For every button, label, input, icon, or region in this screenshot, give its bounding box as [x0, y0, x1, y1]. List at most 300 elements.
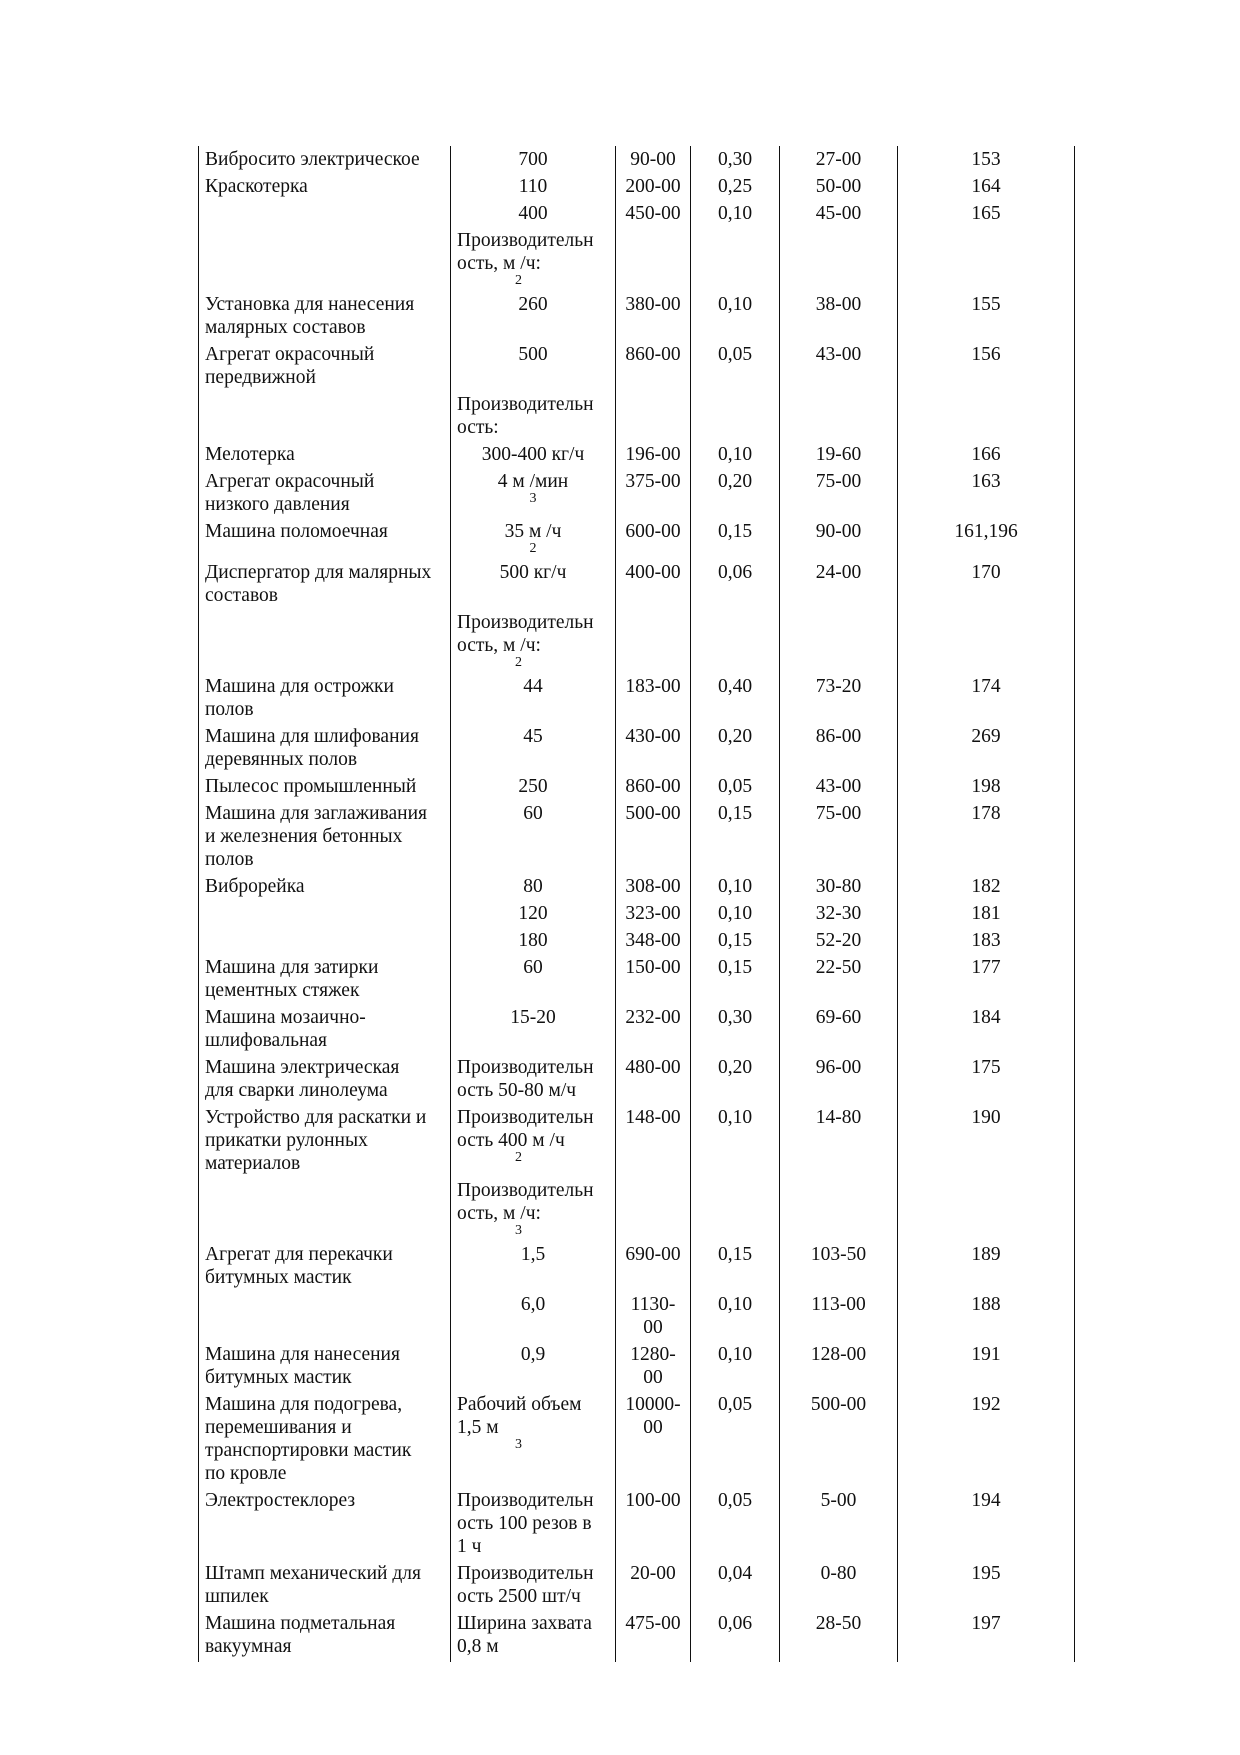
performance: 500 кг/ч	[499, 562, 567, 583]
rent-value-cell	[780, 146, 898, 171]
reference-number-cell	[898, 1339, 1075, 1389]
rent-value-cell	[780, 439, 898, 466]
reference-number-cell	[898, 721, 1075, 771]
table-row	[199, 1052, 1075, 1102]
coefficient: 0,05	[717, 1394, 753, 1415]
performance: 500	[518, 344, 548, 365]
reference-number-cell	[898, 225, 1075, 289]
coefficient-cell	[691, 925, 780, 952]
reference-number-cell	[898, 1175, 1075, 1239]
reference-number: 177	[971, 957, 1001, 978]
performance-cell	[451, 1102, 616, 1175]
coefficient-cell	[691, 1558, 780, 1608]
coefficient-cell	[691, 1239, 780, 1289]
performance-cell	[451, 1175, 616, 1239]
machine-name-cell	[199, 466, 451, 516]
coefficient-cell	[691, 225, 780, 289]
rent-value: 45-00	[815, 203, 862, 224]
reference-number-cell	[898, 171, 1075, 198]
machine-name-cell	[199, 671, 451, 721]
rent-value: 5-00	[820, 1490, 857, 1511]
reference-number-cell	[898, 1289, 1075, 1339]
performance: 44	[523, 676, 543, 697]
coefficient: 0,10	[717, 1294, 753, 1315]
table-row	[199, 1485, 1075, 1558]
price-cell	[616, 1002, 691, 1052]
rent-value: 96-00	[815, 1057, 862, 1078]
performance-cell	[451, 771, 616, 798]
reference-number-cell	[898, 389, 1075, 439]
rent-value-cell	[780, 171, 898, 198]
performance: 400	[518, 203, 548, 224]
rent-value-cell	[780, 952, 898, 1002]
machine-name-cell	[199, 1389, 451, 1485]
coefficient: 0,10	[717, 203, 753, 224]
coefficient-cell	[691, 557, 780, 607]
reference-number: 155	[971, 294, 1001, 315]
table-row	[199, 339, 1075, 389]
rent-value: 22-50	[815, 957, 862, 978]
coefficient-cell	[691, 1485, 780, 1558]
rent-value-cell	[780, 339, 898, 389]
machine-name: Устройство для раскатки и прикатки рулонных материалов	[205, 1107, 427, 1174]
price-cell	[616, 1102, 691, 1175]
performance-cell	[451, 339, 616, 389]
table-row	[199, 1289, 1075, 1339]
performance: 0,9	[520, 1344, 546, 1365]
machine-name-cell	[199, 925, 451, 952]
price: 10000- 00	[625, 1394, 681, 1438]
price-cell	[616, 671, 691, 721]
price: 183-00	[625, 676, 681, 697]
table-row	[199, 798, 1075, 871]
rent-value-cell	[780, 1289, 898, 1339]
reference-number: 188	[971, 1294, 1001, 1315]
performance-cell	[451, 225, 616, 289]
coefficient: 0,10	[717, 903, 753, 924]
rent-value-cell	[780, 1389, 898, 1485]
price: 348-00	[625, 930, 681, 951]
reference-number-cell	[898, 1102, 1075, 1175]
reference-number: 164	[971, 176, 1001, 197]
machine-name-cell	[199, 1558, 451, 1608]
machine-name: Электростеклорез	[205, 1490, 356, 1511]
table-row	[199, 1558, 1075, 1608]
coefficient: 0,06	[717, 562, 753, 583]
price: 196-00	[625, 444, 681, 465]
reference-number-cell	[898, 466, 1075, 516]
performance: 4 м /мин	[497, 471, 569, 492]
machine-name-cell	[199, 439, 451, 466]
performance-cell	[451, 516, 616, 557]
table-row	[199, 925, 1075, 952]
machine-name: Машина для шлифования деревянных полов	[205, 726, 419, 770]
price: 430-00	[625, 726, 681, 747]
rent-value: 19-60	[815, 444, 862, 465]
price: 480-00	[625, 1057, 681, 1078]
rent-value: 75-00	[815, 803, 862, 824]
table-row	[199, 898, 1075, 925]
price: 475-00	[625, 1613, 681, 1634]
coefficient: 0,15	[717, 521, 753, 542]
rent-value-cell	[780, 871, 898, 898]
rent-value: 73-20	[815, 676, 862, 697]
coefficient-cell	[691, 516, 780, 557]
performance-cell	[451, 557, 616, 607]
coefficient-cell	[691, 1389, 780, 1485]
machine-name: Машина для подогрева, перемешивания и транспортировки мастик по кровле	[205, 1394, 412, 1484]
price: 600-00	[625, 521, 681, 542]
machine-name-cell	[199, 1289, 451, 1339]
unit-exponent: 3	[529, 491, 537, 506]
table-row	[199, 607, 1075, 671]
coefficient-cell	[691, 952, 780, 1002]
machine-name-cell	[199, 898, 451, 925]
price: 148-00	[625, 1107, 681, 1128]
reference-number: 181	[971, 903, 1001, 924]
price: 1280- 00	[630, 1344, 676, 1388]
price-cell	[616, 1239, 691, 1289]
performance-cell	[451, 146, 616, 171]
price-cell	[616, 1339, 691, 1389]
reference-number-cell	[898, 557, 1075, 607]
unit-exponent: 3	[515, 1223, 522, 1238]
performance-cell	[451, 1485, 616, 1558]
rent-value-cell	[780, 1558, 898, 1608]
unit-exponent: 2	[515, 1150, 522, 1165]
unit-exponent: 2	[529, 541, 537, 556]
performance-cell	[451, 171, 616, 198]
price: 90-00	[630, 149, 676, 170]
performance: Ширина захвата 0,8 м	[457, 1613, 592, 1657]
coefficient-cell	[691, 1175, 780, 1239]
table-body	[199, 146, 1075, 1662]
price-cell	[616, 171, 691, 198]
rent-value-cell	[780, 1052, 898, 1102]
unit-exponent: 2	[515, 273, 522, 288]
price: 380-00	[625, 294, 681, 315]
price-cell	[616, 1052, 691, 1102]
reference-number: 175	[971, 1057, 1001, 1078]
performance: 700	[518, 149, 548, 170]
coefficient-cell	[691, 898, 780, 925]
coefficient-cell	[691, 871, 780, 898]
unit-exponent: 3	[515, 1437, 522, 1452]
coefficient-cell	[691, 466, 780, 516]
performance-cell	[451, 389, 616, 439]
table-row	[199, 198, 1075, 225]
price: 375-00	[625, 471, 681, 492]
machine-name: Мелотерка	[205, 444, 295, 465]
coefficient: 0,15	[717, 930, 753, 951]
performance-cell	[451, 1558, 616, 1608]
reference-number: 163	[971, 471, 1001, 492]
reference-number: 197	[971, 1613, 1001, 1634]
reference-number: 165	[971, 203, 1001, 224]
reference-number: 183	[971, 930, 1001, 951]
table-row	[199, 671, 1075, 721]
performance-cell	[451, 1389, 616, 1485]
rent-value: 38-00	[815, 294, 862, 315]
coefficient: 0,10	[717, 1107, 753, 1128]
reference-number-cell	[898, 1389, 1075, 1485]
machine-name-cell	[199, 721, 451, 771]
performance: Производительн ость 400 м /ч	[457, 1107, 594, 1151]
price-cell	[616, 289, 691, 339]
machine-name: Машина подметальная вакуумная	[205, 1613, 396, 1657]
coefficient-cell	[691, 607, 780, 671]
rent-value: 0-80	[820, 1563, 857, 1584]
performance-cell	[451, 1239, 616, 1289]
price-cell	[616, 798, 691, 871]
reference-number: 178	[971, 803, 1001, 824]
rent-value-cell	[780, 721, 898, 771]
coefficient-cell	[691, 289, 780, 339]
coefficient-cell	[691, 198, 780, 225]
price-cell	[616, 771, 691, 798]
price-cell	[616, 721, 691, 771]
machine-name: Машина для затирки цементных стяжек	[205, 957, 379, 1001]
coefficient-cell	[691, 1052, 780, 1102]
machine-name-cell	[199, 1485, 451, 1558]
rent-value: 24-00	[815, 562, 862, 583]
reference-number-cell	[898, 607, 1075, 671]
price-cell	[616, 146, 691, 171]
performance: 60	[523, 957, 543, 978]
rent-value-cell	[780, 771, 898, 798]
machine-name-cell	[199, 798, 451, 871]
machine-name: Машина для острожки полов	[205, 676, 394, 720]
performance: 1,5	[520, 1244, 546, 1265]
price-cell	[616, 516, 691, 557]
rent-value-cell	[780, 389, 898, 439]
table-row	[199, 871, 1075, 898]
reference-number-cell	[898, 771, 1075, 798]
reference-number: 195	[971, 1563, 1001, 1584]
coefficient: 0,06	[717, 1613, 753, 1634]
machine-name-cell	[199, 871, 451, 898]
price-cell	[616, 439, 691, 466]
price: 1130- 00	[630, 1294, 676, 1338]
price: 232-00	[625, 1007, 681, 1028]
machine-name-cell	[199, 1102, 451, 1175]
rent-value: 50-00	[815, 176, 862, 197]
performance-cell	[451, 198, 616, 225]
reference-number-cell	[898, 1608, 1075, 1662]
price-cell	[616, 557, 691, 607]
reference-number-cell	[898, 289, 1075, 339]
performance: 60	[523, 803, 543, 824]
rent-value: 14-80	[815, 1107, 862, 1128]
rent-value-cell	[780, 1002, 898, 1052]
table-row	[199, 1339, 1075, 1389]
machine-name-cell	[199, 198, 451, 225]
reference-number: 191	[971, 1344, 1001, 1365]
coefficient-cell	[691, 146, 780, 171]
performance-cell	[451, 1052, 616, 1102]
table-row	[199, 1389, 1075, 1485]
coefficient-cell	[691, 1608, 780, 1662]
coefficient-cell	[691, 1289, 780, 1339]
machine-name-cell	[199, 289, 451, 339]
performance-cell	[451, 798, 616, 871]
reference-number-cell	[898, 1558, 1075, 1608]
machine-name: Машина мозаично- шлифовальная	[205, 1007, 366, 1051]
rent-value: 69-60	[815, 1007, 862, 1028]
rent-value: 28-50	[815, 1613, 862, 1634]
performance-cell	[451, 1289, 616, 1339]
rent-value: 43-00	[815, 776, 862, 797]
reference-number: 190	[971, 1107, 1001, 1128]
performance: 250	[518, 776, 548, 797]
rent-value: 90-00	[815, 521, 862, 542]
price-cell	[616, 1558, 691, 1608]
price-cell	[616, 466, 691, 516]
coefficient: 0,04	[717, 1563, 753, 1584]
coefficient-cell	[691, 439, 780, 466]
performance: 260	[518, 294, 548, 315]
reference-number-cell	[898, 952, 1075, 1002]
price-cell	[616, 925, 691, 952]
performance: 120	[518, 903, 548, 924]
performance-cell	[451, 871, 616, 898]
price-cell	[616, 898, 691, 925]
rent-value-cell	[780, 1339, 898, 1389]
performance: 110	[518, 176, 548, 197]
machine-name-cell	[199, 225, 451, 289]
rent-value-cell	[780, 516, 898, 557]
coefficient: 0,10	[717, 294, 753, 315]
table-row	[199, 389, 1075, 439]
performance: Производительн ость, м /ч:	[457, 612, 594, 656]
machine-name-cell	[199, 1339, 451, 1389]
price-cell	[616, 871, 691, 898]
coefficient: 0,15	[717, 803, 753, 824]
performance: 15-20	[510, 1007, 556, 1028]
table-row	[199, 171, 1075, 198]
table-row	[199, 952, 1075, 1002]
reference-number-cell	[898, 516, 1075, 557]
reference-number-cell	[898, 925, 1075, 952]
performance: Производительн ость 2500 шт/ч	[457, 1563, 594, 1607]
reference-number-cell	[898, 146, 1075, 171]
rent-value-cell	[780, 798, 898, 871]
price-cell	[616, 225, 691, 289]
table-row	[199, 1102, 1075, 1175]
coefficient-cell	[691, 339, 780, 389]
table-row	[199, 771, 1075, 798]
reference-number: 166	[971, 444, 1001, 465]
performance-cell	[451, 289, 616, 339]
machine-name-cell	[199, 339, 451, 389]
machine-name: Штамп механический для шпилек	[205, 1563, 421, 1607]
performance: Производительн ость 100 резов в 1 ч	[457, 1490, 594, 1557]
table-row	[199, 1002, 1075, 1052]
price: 450-00	[625, 203, 681, 224]
reference-number: 156	[971, 344, 1001, 365]
machine-name-cell	[199, 1175, 451, 1239]
price: 150-00	[625, 957, 681, 978]
performance: 35 м /ч	[504, 521, 562, 542]
performance-cell	[451, 898, 616, 925]
machine-name: Вибросито электрическое	[205, 149, 420, 170]
machine-name-cell	[199, 146, 451, 171]
reference-number-cell	[898, 439, 1075, 466]
performance-cell	[451, 439, 616, 466]
machine-name: Машина поломоечная	[205, 521, 388, 542]
performance-cell	[451, 721, 616, 771]
rent-value: 128-00	[810, 1344, 867, 1365]
rent-value: 30-80	[815, 876, 862, 897]
reference-number: 174	[971, 676, 1001, 697]
unit-exponent: 2	[515, 655, 522, 670]
rent-value-cell	[780, 225, 898, 289]
coefficient-cell	[691, 798, 780, 871]
machine-name: Машина для заглаживания и железнения бетонных полов	[205, 803, 428, 870]
table-row	[199, 721, 1075, 771]
performance: 300-400 кг/ч	[481, 444, 585, 465]
reference-number: 184	[971, 1007, 1001, 1028]
machine-name-cell	[199, 389, 451, 439]
table-row	[199, 439, 1075, 466]
performance-cell	[451, 1608, 616, 1662]
rent-value-cell	[780, 1102, 898, 1175]
coefficient: 0,10	[717, 444, 753, 465]
machine-name-cell	[199, 1052, 451, 1102]
performance-cell	[451, 607, 616, 671]
price-cell	[616, 1175, 691, 1239]
machine-name: Виброрейка	[205, 876, 305, 897]
reference-number: 153	[971, 149, 1001, 170]
coefficient-cell	[691, 771, 780, 798]
performance-cell	[451, 952, 616, 1002]
machine-name-cell	[199, 516, 451, 557]
price-cell	[616, 339, 691, 389]
performance: 180	[518, 930, 548, 951]
coefficient: 0,15	[717, 957, 753, 978]
rent-value: 52-20	[815, 930, 862, 951]
coefficient: 0,05	[717, 776, 753, 797]
rent-value-cell	[780, 1608, 898, 1662]
rent-value-cell	[780, 1485, 898, 1558]
performance: Рабочий объем 1,5 м	[457, 1394, 582, 1438]
performance: Производительн ость, м /ч:	[457, 230, 594, 274]
reference-number-cell	[898, 798, 1075, 871]
rent-value: 32-30	[815, 903, 862, 924]
reference-number: 161,196	[954, 521, 1018, 542]
machine-name-cell	[199, 557, 451, 607]
performance-cell	[451, 466, 616, 516]
machine-name-cell	[199, 771, 451, 798]
table-row	[199, 289, 1075, 339]
table-row	[199, 1608, 1075, 1662]
rent-value-cell	[780, 466, 898, 516]
coefficient-cell	[691, 1102, 780, 1175]
price: 860-00	[625, 344, 681, 365]
machine-name: Пылесос промышленный	[205, 776, 417, 797]
price-cell	[616, 1389, 691, 1485]
price-cell	[616, 607, 691, 671]
reference-number-cell	[898, 1485, 1075, 1558]
performance-cell	[451, 1339, 616, 1389]
rent-value-cell	[780, 1175, 898, 1239]
coefficient: 0,20	[717, 726, 753, 747]
rent-value-cell	[780, 671, 898, 721]
price: 100-00	[625, 1490, 681, 1511]
performance: 6,0	[520, 1294, 546, 1315]
machine-name: Краскотерка	[205, 176, 308, 197]
reference-number-cell	[898, 1002, 1075, 1052]
